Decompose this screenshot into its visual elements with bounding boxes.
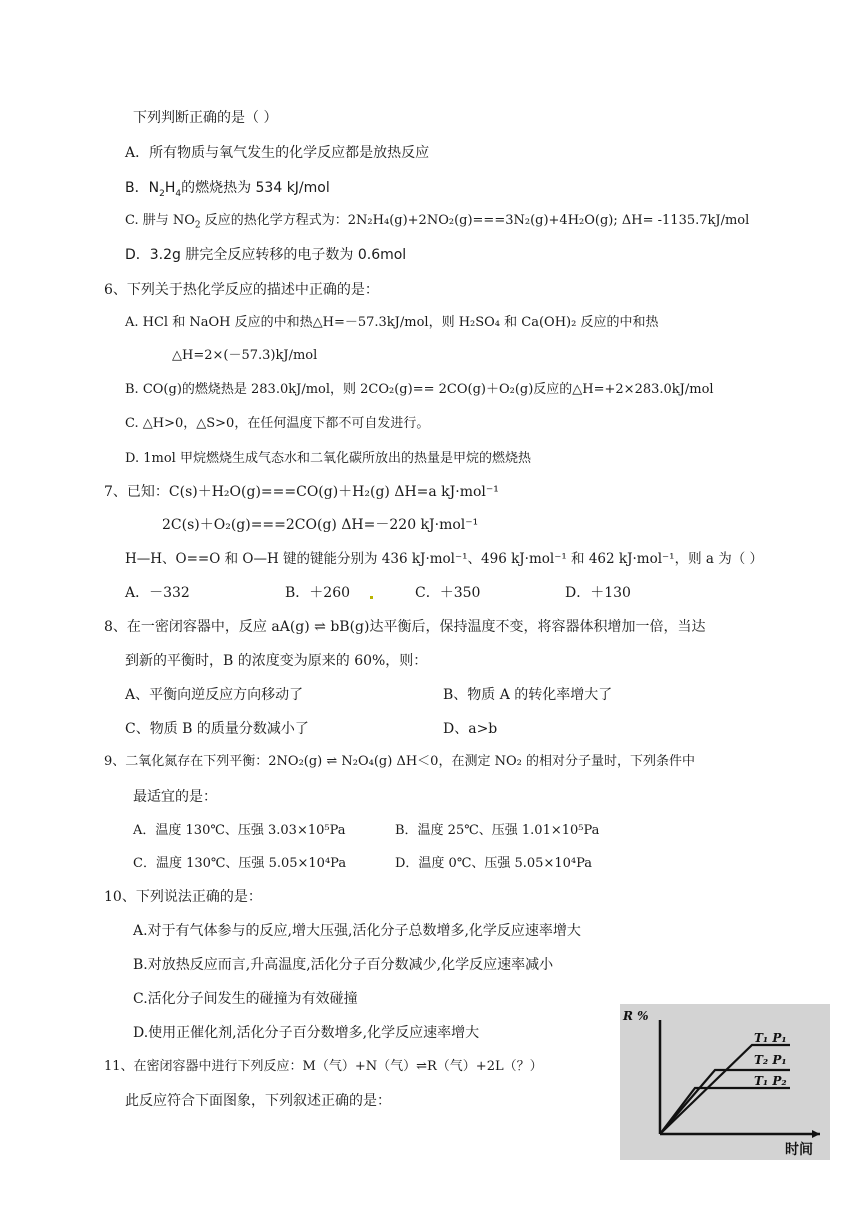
q10-option-c: C.活化分子间发生的碰撞为有效碰撞 (133, 991, 358, 1007)
q6-stem: 6、下列关于热化学反应的描述中正确的是： (104, 282, 379, 298)
q9-option-d: D．温度 0℃、压强 5.05×10⁴Pa (395, 856, 593, 871)
q9-option-b: B．温度 25℃、压强 1.01×10⁵Pa (395, 823, 600, 838)
q5-b-post: 的燃烧热为 534 kJ/mol (181, 180, 330, 196)
q6-option-c: C. △H>0，△S>0，在任何温度下都不可自发进行。 (125, 416, 430, 431)
q6-option-b: B. CO(g)的燃烧热是 283.0kJ/mol，则 2CO₂(g)== 2CO(g)＋O₂(g)反应的△H=+2×283.0kJ/mol (125, 382, 714, 397)
q10-option-b: B.对放热反应而言,升高温度,活化分子百分数减少,化学反应速率减小 (133, 957, 554, 973)
q8-option-d: D、a>b (443, 721, 498, 737)
q10-option-d: D.使用正催化剂,活化分子百分数增多,化学反应速率增大 (133, 1025, 480, 1041)
graph-x-label: 时间 (785, 1142, 813, 1158)
q5-b-sub1: 2 (159, 188, 165, 199)
q5-b-pre: B．N (125, 180, 160, 196)
q8-option-a: A、平衡向逆反应方向移动了 (125, 687, 304, 703)
q5-b-sub2: 4 (175, 188, 182, 199)
q8-option-c: C、物质 B 的质量分数减小了 (125, 721, 309, 737)
q6-option-a-line1: A. HCl 和 NaOH 反应的中和热△H=－57.3kJ/mol，则 H₂SO₄ 和 Ca(OH)₂ 反应的中和热 (125, 315, 659, 330)
curve-label-t1p2: T₁ P₂ (754, 1074, 787, 1088)
q5-option-b (125, 178, 330, 204)
q5-option-c (125, 211, 749, 236)
q7-bond-energies: H—H、O==O 和 O—H 键的键能分别为 436 kJ·mol⁻¹、496 kJ·mol⁻¹ 和 462 kJ·mol⁻¹，则 a 为（ ） (125, 551, 763, 567)
q8-option-b: B、物质 A 的转化率增大了 (443, 687, 613, 703)
q9-stem-line2: 最适宜的是： (133, 789, 217, 805)
q5-option-d: D．3.2g 肼完全反应转移的电子数为 0.6mol (125, 247, 407, 263)
q6-option-a-line2: △H=2×(－57.3)kJ/mol (172, 348, 318, 363)
r-percent-time-graph (620, 1004, 830, 1160)
q7-equation-2: 2C(s)＋O₂(g)===2CO(g) ΔH=－220 kJ·mol⁻¹ (162, 517, 479, 533)
q8-stem-line1: 8、在一密闭容器中，反应 aA(g) ⇌ bB(g)达平衡后，保持温度不变，将容器体积增加一倍，当达 (104, 619, 706, 635)
q7-option-d: D．＋130 (565, 585, 631, 601)
q7-stem: 7、已知：C(s)＋H₂O(g)===CO(g)＋H₂(g) ΔH=a kJ·mol⁻¹ (104, 484, 499, 500)
q5-option-a: A．所有物质与氧气发生的化学反应都是放热反应 (125, 145, 430, 161)
q10-option-a: A.对于有气体参与的反应,增大压强,活化分子总数增多,化学反应速率增大 (133, 923, 581, 939)
q7-option-c: C．＋350 (415, 585, 481, 601)
q11-stem: 11、在密闭容器中进行下列反应：M（气）+N（气）⇌R（气）+2L（？） (104, 1059, 543, 1074)
stray-dot (370, 596, 373, 599)
q10-stem: 10、下列说法正确的是： (104, 889, 262, 905)
q7-option-a: A．－332 (125, 585, 190, 601)
q8-stem-line2: 到新的平衡时，B 的浓度变为原来的 60%，则： (125, 653, 428, 669)
q9-stem-line1: 9、二氧化氮存在下列平衡：2NO₂(g) ⇌ N₂O₄(g) ΔH＜0，在测定 NO₂ 的相对分子量时，下列条件中 (104, 754, 695, 769)
graph-y-label: R % (623, 1009, 649, 1023)
q5-stem: 下列判断正确的是（ ） (133, 110, 278, 126)
curve-label-t1p1: T₁ P₁ (754, 1031, 787, 1045)
q9-option-c: C．温度 130℃、压强 5.05×10⁴Pa (133, 856, 347, 871)
q9-option-a: A．温度 130℃、压强 3.03×10⁵Pa (133, 823, 346, 838)
q5-c-sub: 2 (194, 220, 201, 231)
q7-option-b: B．＋260 (285, 585, 351, 601)
q5-b-mid: H (164, 180, 176, 196)
q11-stem-line2: 此反应符合下面图象，下列叙述正确的是： (125, 1093, 391, 1109)
q6-option-d: D. 1mol 甲烷燃烧生成气态水和二氧化碳所放出的热量是甲烷的燃烧热 (125, 451, 531, 466)
q5-c-pre: C. 肼与 NO (125, 213, 195, 228)
q5-c-post: 反应的热化学方程式为：2N₂H₄(g)+2NO₂(g)===3N₂(g)+4H₂O(g); ΔH= -1135.7kJ/mol (200, 213, 750, 228)
curve-label-t2p1: T₂ P₁ (754, 1053, 787, 1067)
